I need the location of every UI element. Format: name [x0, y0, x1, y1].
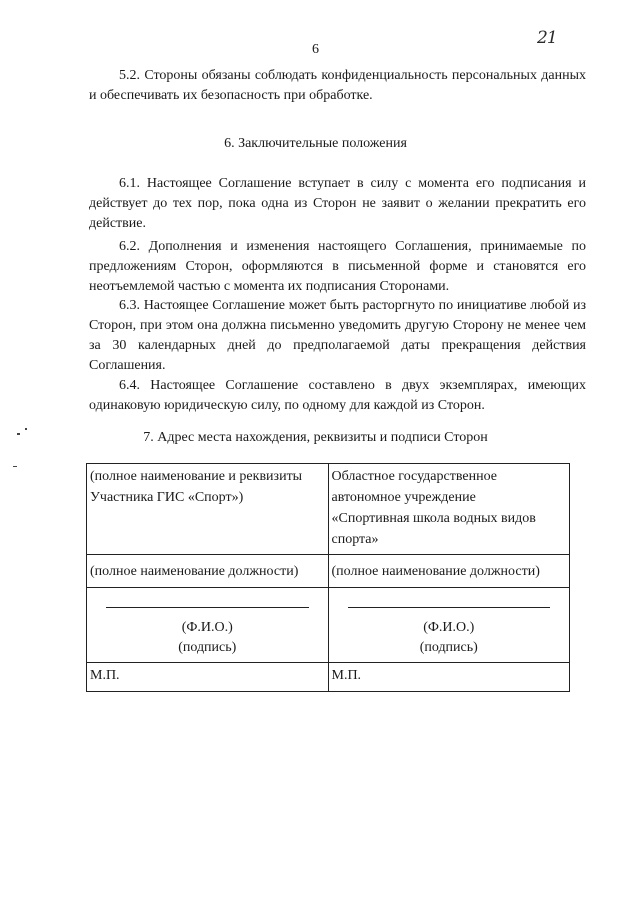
right-party-line: автономное учреждение	[331, 490, 476, 505]
right-stamp-cell: М.П.	[328, 663, 570, 692]
signature-label: (подпись)	[178, 640, 237, 655]
right-position-cell: (полное наименование должности)	[328, 555, 570, 588]
signature-table	[86, 463, 570, 692]
signature-line	[106, 606, 309, 608]
handwritten-page-number: 21	[537, 28, 557, 48]
section-6-heading: 6. Заключительные положения	[224, 136, 407, 151]
left-signature-cell	[87, 588, 329, 663]
left-stamp-cell: М.П.	[87, 663, 329, 692]
table-row	[87, 464, 570, 555]
paragraph-6-1: 6.1. Настоящее Соглашение вступает в силу с момента его подписания и действует до тех пор, пока одна из Сторон не заявит о желании прекратить его действие.	[89, 176, 586, 231]
table-row	[87, 588, 570, 663]
left-party-cell: (полное наименование и реквизиты Участника ГИС «Спорт»)	[87, 464, 329, 555]
paragraph-5-2: 5.2. Стороны обязаны соблюдать конфиденциальность персональных данных и обеспечивать их безопасность при обработке.	[89, 68, 586, 103]
section-7-heading: 7. Адрес места нахождения, реквизиты и подписи Сторон	[143, 430, 488, 445]
right-signature-cell	[328, 588, 570, 663]
signature-label: (подпись)	[419, 640, 478, 655]
right-party-line: «Спортивная школа водных видов спорта»	[331, 511, 536, 547]
scan-speck	[17, 433, 20, 435]
table-row	[87, 663, 570, 692]
paragraph-6-2: 6.2. Дополнения и изменения настоящего Соглашения, принимаемые по предложениям Сторон, оформляются в письменной форме и становятся его неотъемлемой частью с момента их подписания Сторонами.	[89, 239, 586, 294]
signature-line	[348, 606, 551, 608]
right-party-cell	[328, 464, 570, 555]
scan-speck	[25, 428, 27, 430]
left-position-cell: (полное наименование должности)	[87, 555, 329, 588]
fio-label: (Ф.И.О.)	[181, 620, 233, 635]
table-row	[87, 555, 570, 588]
paragraph-6-3: 6.3. Настоящее Соглашение может быть расторгнуто по инициативе любой из Сторон, при этом она должна письменно уведомить другую Сторону не менее чем за 30 календарных дней до предполагаемой даты прекращения действия Соглашения.	[89, 298, 586, 373]
fio-label: (Ф.И.О.)	[423, 620, 475, 635]
page-number: 6	[312, 42, 319, 57]
right-party-line: Областное государственное	[331, 469, 497, 484]
scan-speck	[13, 466, 17, 467]
paragraph-6-4: 6.4. Настоящее Соглашение составлено в двух экземплярах, имеющих одинаковую юридическую силу, по одному для каждой из Сторон.	[89, 378, 586, 413]
